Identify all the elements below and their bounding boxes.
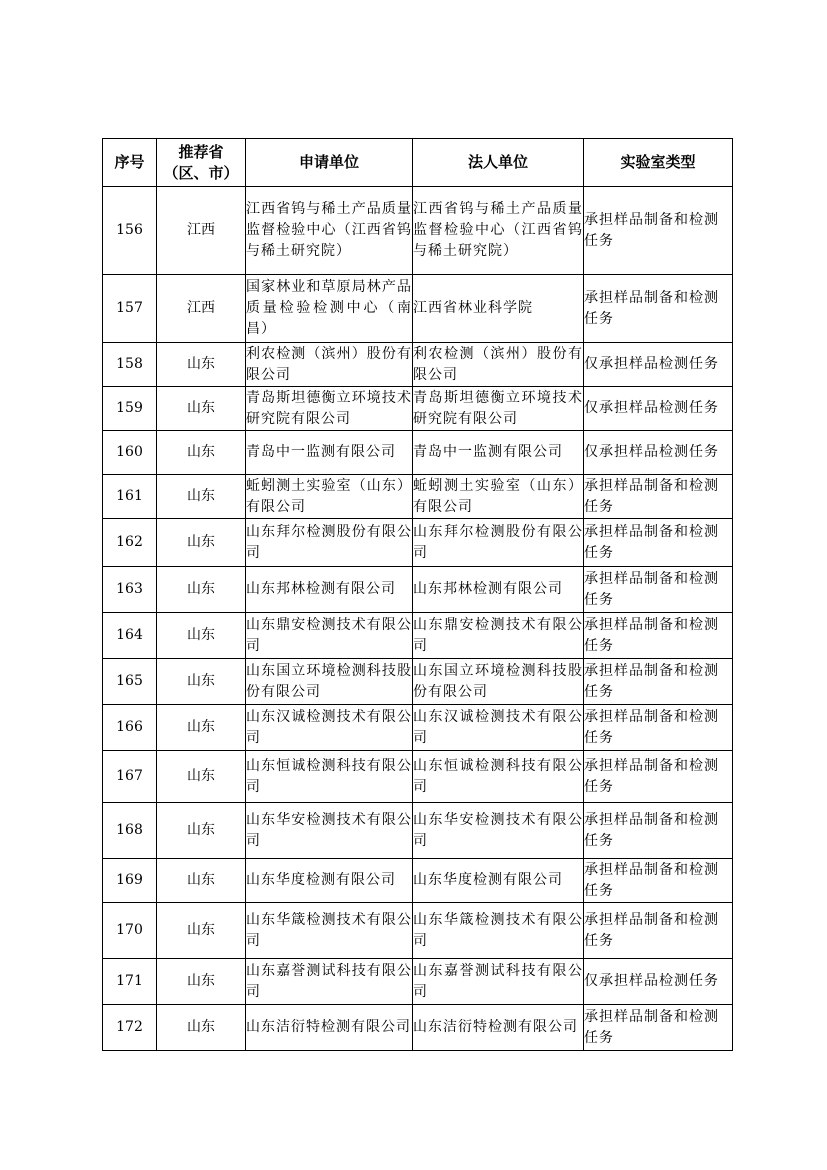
cell-lab-type: 承担样品制备和检测任务 bbox=[584, 859, 733, 903]
cell-province: 山东 bbox=[157, 519, 246, 567]
cell-legal-entity: 山东华度检测有限公司 bbox=[413, 859, 584, 903]
cell-applicant: 山东国立环境检测科技股份有限公司 bbox=[246, 659, 413, 705]
cell-lab-type: 承担样品制备和检测任务 bbox=[584, 187, 733, 275]
cell-legal-entity: 山东鼎安检测技术有限公司 bbox=[413, 613, 584, 659]
cell-legal-entity: 山东嘉誉测试科技有限公司 bbox=[413, 959, 584, 1005]
cell-legal-entity: 利农检测（滨州）股份有限公司 bbox=[413, 343, 584, 387]
cell-lab-type: 承担样品制备和检测任务 bbox=[584, 751, 733, 803]
cell-lab-type: 承担样品制备和检测任务 bbox=[584, 475, 733, 519]
cell-applicant: 山东邦林检测有限公司 bbox=[246, 567, 413, 613]
cell-seq: 158 bbox=[103, 343, 157, 387]
table-row bbox=[103, 959, 733, 1005]
cell-lab-type: 承担样品制备和检测任务 bbox=[584, 1005, 733, 1051]
cell-applicant: 蚯蚓测土实验室（山东）有限公司 bbox=[246, 475, 413, 519]
table-header-row bbox=[103, 139, 733, 187]
cell-seq: 164 bbox=[103, 613, 157, 659]
table-row bbox=[103, 387, 733, 431]
cell-legal-entity: 山东汉诚检测技术有限公司 bbox=[413, 705, 584, 751]
cell-seq: 172 bbox=[103, 1005, 157, 1051]
cell-seq: 162 bbox=[103, 519, 157, 567]
header-applicant: 申请单位 bbox=[246, 139, 413, 187]
cell-lab-type: 承担样品制备和检测任务 bbox=[584, 903, 733, 959]
cell-lab-type: 承担样品制备和检测任务 bbox=[584, 567, 733, 613]
cell-applicant: 青岛斯坦德衡立环境技术研究院有限公司 bbox=[246, 387, 413, 431]
table-row bbox=[103, 187, 733, 275]
table-row bbox=[103, 475, 733, 519]
cell-lab-type: 承担样品制备和检测任务 bbox=[584, 705, 733, 751]
cell-applicant: 山东恒诚检测科技有限公司 bbox=[246, 751, 413, 803]
cell-lab-type: 仅承担样品检测任务 bbox=[584, 343, 733, 387]
cell-seq: 167 bbox=[103, 751, 157, 803]
table-row bbox=[103, 705, 733, 751]
cell-seq: 159 bbox=[103, 387, 157, 431]
table-row bbox=[103, 659, 733, 705]
laboratory-list-table bbox=[102, 138, 733, 1051]
table-row bbox=[103, 803, 733, 859]
cell-province: 山东 bbox=[157, 343, 246, 387]
cell-lab-type: 承担样品制备和检测任务 bbox=[584, 613, 733, 659]
table-row bbox=[103, 567, 733, 613]
cell-province: 山东 bbox=[157, 1005, 246, 1051]
cell-province: 山东 bbox=[157, 431, 246, 475]
cell-lab-type: 承担样品制备和检测任务 bbox=[584, 275, 733, 343]
cell-seq: 165 bbox=[103, 659, 157, 705]
cell-legal-entity: 山东国立环境检测科技股份有限公司 bbox=[413, 659, 584, 705]
cell-legal-entity: 江西省林业科学院 bbox=[413, 275, 584, 343]
cell-legal-entity: 山东洁衍特检测有限公司 bbox=[413, 1005, 584, 1051]
cell-province: 山东 bbox=[157, 803, 246, 859]
cell-applicant: 青岛中一监测有限公司 bbox=[246, 431, 413, 475]
cell-legal-entity: 山东邦林检测有限公司 bbox=[413, 567, 584, 613]
cell-province: 山东 bbox=[157, 959, 246, 1005]
cell-applicant: 山东拜尔检测股份有限公司 bbox=[246, 519, 413, 567]
cell-seq: 160 bbox=[103, 431, 157, 475]
cell-province: 江西 bbox=[157, 187, 246, 275]
cell-applicant: 山东华箴检测技术有限公司 bbox=[246, 903, 413, 959]
cell-province: 山东 bbox=[157, 903, 246, 959]
header-province-line1: 推荐省 bbox=[178, 142, 224, 161]
table-row bbox=[103, 519, 733, 567]
cell-applicant: 国家林业和草原局林产品质量检验检测中心（南昌） bbox=[246, 275, 413, 343]
cell-legal-entity: 山东拜尔检测股份有限公司 bbox=[413, 519, 584, 567]
header-lab-type: 实验室类型 bbox=[584, 139, 733, 187]
cell-province: 山东 bbox=[157, 613, 246, 659]
cell-lab-type: 仅承担样品检测任务 bbox=[584, 387, 733, 431]
table-row bbox=[103, 903, 733, 959]
cell-province: 山东 bbox=[157, 751, 246, 803]
cell-seq: 157 bbox=[103, 275, 157, 343]
cell-legal-entity: 蚯蚓测土实验室（山东）有限公司 bbox=[413, 475, 584, 519]
cell-applicant: 利农检测（滨州）股份有限公司 bbox=[246, 343, 413, 387]
cell-province: 山东 bbox=[157, 475, 246, 519]
cell-province: 山东 bbox=[157, 387, 246, 431]
cell-lab-type: 仅承担样品检测任务 bbox=[584, 959, 733, 1005]
header-legal-entity: 法人单位 bbox=[413, 139, 584, 187]
cell-seq: 169 bbox=[103, 859, 157, 903]
cell-province: 江西 bbox=[157, 275, 246, 343]
cell-applicant: 江西省钨与稀土产品质量监督检验中心（江西省钨与稀土研究院） bbox=[246, 187, 413, 275]
cell-lab-type: 承担样品制备和检测任务 bbox=[584, 803, 733, 859]
cell-legal-entity: 青岛斯坦德衡立环境技术研究院有限公司 bbox=[413, 387, 584, 431]
header-province bbox=[157, 139, 246, 187]
header-seq: 序号 bbox=[103, 139, 157, 187]
cell-seq: 168 bbox=[103, 803, 157, 859]
table-row bbox=[103, 275, 733, 343]
cell-province: 山东 bbox=[157, 705, 246, 751]
table-row bbox=[103, 431, 733, 475]
header-province-line2: （区、市） bbox=[163, 163, 239, 182]
cell-applicant: 山东华度检测有限公司 bbox=[246, 859, 413, 903]
table-row bbox=[103, 751, 733, 803]
cell-seq: 156 bbox=[103, 187, 157, 275]
cell-province: 山东 bbox=[157, 567, 246, 613]
cell-lab-type: 承担样品制备和检测任务 bbox=[584, 659, 733, 705]
table-row bbox=[103, 1005, 733, 1051]
cell-applicant: 山东鼎安检测技术有限公司 bbox=[246, 613, 413, 659]
cell-seq: 163 bbox=[103, 567, 157, 613]
cell-legal-entity: 江西省钨与稀土产品质量监督检验中心（江西省钨与稀土研究院） bbox=[413, 187, 584, 275]
cell-applicant: 山东洁衍特检测有限公司 bbox=[246, 1005, 413, 1051]
cell-legal-entity: 青岛中一监测有限公司 bbox=[413, 431, 584, 475]
cell-province: 山东 bbox=[157, 659, 246, 705]
cell-seq: 166 bbox=[103, 705, 157, 751]
cell-lab-type: 承担样品制备和检测任务 bbox=[584, 519, 733, 567]
table-row bbox=[103, 343, 733, 387]
cell-seq: 161 bbox=[103, 475, 157, 519]
cell-province: 山东 bbox=[157, 859, 246, 903]
table-row bbox=[103, 613, 733, 659]
cell-applicant: 山东汉诚检测技术有限公司 bbox=[246, 705, 413, 751]
cell-legal-entity: 山东华箴检测技术有限公司 bbox=[413, 903, 584, 959]
cell-legal-entity: 山东华安检测技术有限公司 bbox=[413, 803, 584, 859]
table-row bbox=[103, 859, 733, 903]
cell-seq: 171 bbox=[103, 959, 157, 1005]
cell-lab-type: 仅承担样品检测任务 bbox=[584, 431, 733, 475]
cell-seq: 170 bbox=[103, 903, 157, 959]
cell-applicant: 山东嘉誉测试科技有限公司 bbox=[246, 959, 413, 1005]
cell-applicant: 山东华安检测技术有限公司 bbox=[246, 803, 413, 859]
cell-legal-entity: 山东恒诚检测科技有限公司 bbox=[413, 751, 584, 803]
